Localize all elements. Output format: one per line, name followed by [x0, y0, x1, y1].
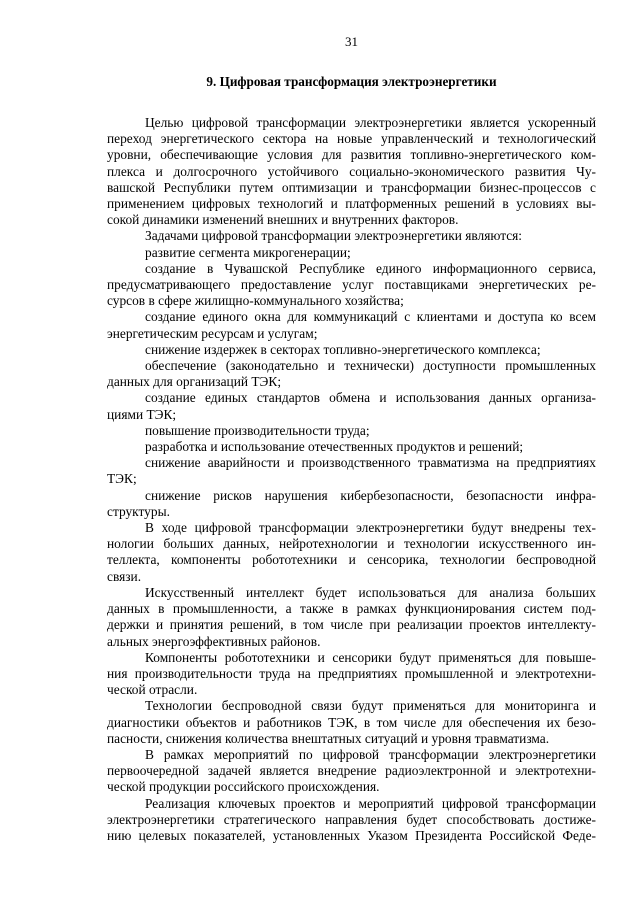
text-line: пасности, снижения количества внештатных ситуаций и уровня травматизма. — [107, 730, 550, 746]
text-line: данных в промышленности, а также в рамках функционирования систем под- — [107, 601, 596, 617]
text-line: энергетическим ресурсам и услугам; — [107, 325, 318, 341]
text-line: сокой динамики изменений внешних и внутренних факторов. — [107, 212, 459, 228]
paragraph — [107, 342, 596, 358]
paragraph — [107, 455, 596, 487]
text-line: обеспечение (законодательно и технически) доступности промышленных — [145, 358, 596, 374]
text-line: теллекта, компоненты робототехники и сенсорика, технологии беспроводной — [107, 552, 596, 568]
text-line: повышение производительности труда; — [145, 422, 370, 438]
text-line: структуры. — [107, 503, 170, 519]
paragraph — [107, 309, 596, 341]
text-line: Реализация ключевых проектов и мероприятий цифровой трансформации — [145, 795, 596, 811]
text-line: связи. — [107, 568, 142, 584]
page-number: 31 — [345, 34, 358, 49]
paragraph — [107, 585, 596, 650]
text-line: ТЭК; — [107, 471, 137, 487]
paragraph — [107, 650, 596, 699]
body-text — [107, 115, 596, 844]
text-line: Задачами цифровой трансформации электроэнергетики являются: — [145, 228, 523, 244]
paragraph — [107, 228, 596, 244]
document-page — [107, 34, 596, 844]
paragraph — [107, 115, 596, 228]
paragraph — [107, 439, 596, 455]
text-line: ческой продукции российского происхождения. — [107, 779, 380, 795]
paragraph — [107, 747, 596, 796]
paragraph — [107, 423, 596, 439]
paragraph — [107, 261, 596, 310]
text-line: создание единых стандартов обмена и использования данных организа- — [145, 390, 596, 406]
text-line: уровни, обеспечивающие условия для развития топливно-энергетического ком- — [107, 147, 596, 163]
text-line: применением цифровых технологий и платформенных решений в условиях вы- — [107, 196, 596, 212]
paragraph — [107, 358, 596, 390]
text-line: нию целевых показателей, установленных Указом Президента Российской Феде- — [107, 827, 596, 843]
text-line: Целью цифровой трансформации электроэнергетики является ускоренный — [145, 115, 596, 130]
text-line: Искусственный интеллект будет использоваться для анализа больших — [145, 584, 596, 600]
paragraph — [107, 796, 596, 845]
paragraph — [107, 698, 596, 747]
text-line: циями ТЭК; — [107, 406, 177, 422]
text-line: нологии больших данных, нейротехнологии и технологии искусственного ин- — [107, 536, 596, 552]
paragraph — [107, 390, 596, 422]
text-line: В ходе цифровой трансформации электроэнергетики будут внедрены тех- — [145, 520, 596, 536]
text-line: диагностики объектов и работников ТЭК, в том числе для обеспечения их безо- — [107, 714, 596, 730]
text-line: держки и принятия решений, в том числе при реализации проектов интеллекту- — [107, 617, 596, 633]
paragraph — [107, 488, 596, 520]
text-line: создание единого окна для коммуникаций с клиентами и доступа ко всем — [145, 309, 596, 325]
paragraph — [107, 520, 596, 585]
text-line: переход энергетического сектора на новые управленческий и технологический — [107, 131, 596, 147]
text-line: предусматривающего предоставление услуг поставщиками энергетических ре- — [107, 277, 596, 293]
text-line: развитие сегмента микрогенерации; — [145, 244, 351, 260]
text-line: создание в Чувашской Республике единого информационного сервиса, — [145, 260, 596, 276]
text-line: ния производительности труда на предприятиях промышленной и электротехни- — [107, 665, 596, 681]
section-title: 9. Цифровая трансформация электроэнергетики — [206, 74, 497, 89]
text-line: электроэнергетики стратегического направления будет способствовать достиже- — [107, 811, 596, 827]
text-line: сурсов в сфере жилищно-коммунального хозяйства; — [107, 293, 404, 309]
text-line: данных для организаций ТЭК; — [107, 374, 282, 390]
text-line: Компоненты робототехники и сенсорики будут применяться для повыше- — [145, 649, 596, 665]
text-line: вашской Республики путем оптимизации и трансформации бизнес-процессов с — [107, 179, 596, 195]
text-line: снижение аварийности и производственного травматизма на предприятиях — [145, 455, 596, 471]
text-line: снижение издержек в секторах топливно-энергетического комплекса; — [145, 341, 541, 357]
text-line: альных энергоэффективных районов. — [107, 633, 321, 649]
text-line: разработка и использование отечественных продуктов и решений; — [145, 439, 524, 455]
text-line: плекса и долгосрочного устойчивого социально-экономического развития Чу- — [107, 163, 596, 179]
text-line: ческой отрасли. — [107, 682, 198, 698]
text-line: Технологии беспроводной связи будут применяться для мониторинга и — [145, 698, 596, 714]
text-line: В рамках мероприятий по цифровой трансформации электроэнергетики — [145, 746, 596, 762]
text-line: первоочередной задачей является внедрение радиоэлектронной и электротехни- — [107, 763, 596, 779]
text-line: снижение рисков нарушения кибербезопасности, безопасности инфра- — [145, 487, 596, 503]
paragraph — [107, 245, 596, 261]
